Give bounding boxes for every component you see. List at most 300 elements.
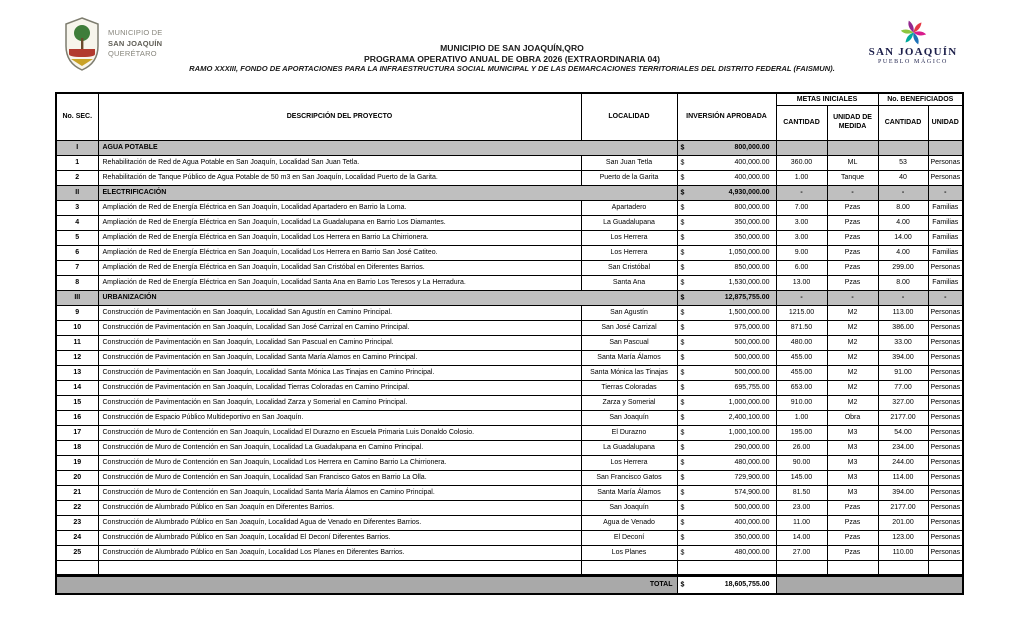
col-header-metas-cantidad: CANTIDAD — [776, 105, 827, 140]
unidad-medida-cell: M2 — [827, 305, 878, 320]
localidad-cell: La Guadalupana — [581, 215, 677, 230]
localidad-cell: San Francisco Gatos — [581, 470, 677, 485]
benef-cantidad-cell: - — [878, 185, 928, 200]
benef-cantidad-cell: 2177.00 — [878, 500, 928, 515]
project-description-cell: Construcción de Alumbrado Público en San Joaquín, Localidad Los Planes en Diferentes Barrios. — [98, 545, 581, 560]
sec-number-cell: II — [56, 185, 98, 200]
amount-value: 500,000.00 — [734, 354, 770, 361]
sec-number-cell: 25 — [56, 545, 98, 560]
table-row — [56, 335, 963, 350]
unidad-medida-cell: M2 — [827, 335, 878, 350]
unidad-cell: Personas — [928, 335, 963, 350]
metas-cantidad-cell: 11.00 — [776, 515, 827, 530]
localidad-cell: Zarza y Somerial — [581, 395, 677, 410]
project-description-cell: Construcción de Muro de Contención en San Joaquín, Localidad La Guadalupana en Camino Principal. — [98, 440, 581, 455]
sec-number-cell: 1 — [56, 155, 98, 170]
sec-number-cell: 14 — [56, 380, 98, 395]
localidad-cell: Puerto de la Garita — [581, 170, 677, 185]
unidad-cell: Personas — [928, 455, 963, 470]
inversion-cell — [677, 245, 776, 260]
inversion-cell — [677, 170, 776, 185]
table-row — [56, 425, 963, 440]
benef-cantidad-cell: 8.00 — [878, 275, 928, 290]
currency-symbol: $ — [680, 519, 685, 526]
currency-symbol: $ — [680, 204, 685, 211]
sec-number-cell: 7 — [56, 260, 98, 275]
metas-cantidad-cell: 653.00 — [776, 380, 827, 395]
metas-cantidad-cell: 145.00 — [776, 470, 827, 485]
inversion-cell — [677, 395, 776, 410]
sec-number-cell: 16 — [56, 410, 98, 425]
localidad-cell: Los Herrera — [581, 230, 677, 245]
metas-cantidad-cell: 3.00 — [776, 230, 827, 245]
unidad-medida-cell: - — [827, 290, 878, 305]
unidad-cell: Personas — [928, 485, 963, 500]
inversion-cell — [677, 155, 776, 170]
poa-obra-table — [55, 92, 964, 595]
col-header-localidad: LOCALIDAD — [581, 93, 677, 140]
unidad-medida-cell: M3 — [827, 455, 878, 470]
table-row — [56, 155, 963, 170]
metas-cantidad-cell: 1.00 — [776, 410, 827, 425]
sec-number-cell: 20 — [56, 470, 98, 485]
project-description-cell: Construcción de Alumbrado Público en San Joaquín en Diferentes Barrios. — [98, 500, 581, 515]
spacer-cell — [878, 560, 928, 575]
section-title-cell: AGUA POTABLE — [98, 140, 677, 155]
unidad-cell: Familias — [928, 275, 963, 290]
benef-cantidad-cell: 234.00 — [878, 440, 928, 455]
amount-value: 480,000.00 — [734, 549, 770, 556]
unidad-medida-cell: ML — [827, 155, 878, 170]
title-programa: PROGRAMA OPERATIVO ANUAL DE OBRA 2026 (EXTRAORDINARIA 04) — [364, 53, 660, 64]
localidad-cell: Santa María Álamos — [581, 485, 677, 500]
currency-symbol: $ — [680, 429, 685, 436]
title-ramo: RAMO XXXIII, FONDO DE APORTACIONES PARA LA INFRAESTRUCTURA SOCIAL MUNICIPAL Y DE LAS DEMARCACIONES TERRITORIALES DEL DISTRITO FEDERAL (FAISMUN). — [189, 64, 835, 73]
project-description-cell: Ampliación de Red de Energía Eléctrica en San Joaquín, Localidad Apartadero en Barrio la Loma. — [98, 200, 581, 215]
benef-cantidad-cell: 91.00 — [878, 365, 928, 380]
amount-value: 400,000.00 — [734, 174, 770, 181]
unidad-cell: Familias — [928, 245, 963, 260]
metas-cantidad-cell: 81.50 — [776, 485, 827, 500]
unidad-medida-cell: M3 — [827, 485, 878, 500]
benef-cantidad-cell: 4.00 — [878, 245, 928, 260]
metas-cantidad-cell — [776, 140, 827, 155]
total-label: TOTAL — [56, 575, 677, 594]
inversion-cell — [677, 185, 776, 200]
crest-line2: SAN JOAQUÍN — [108, 38, 163, 48]
localidad-cell: Agua de Venado — [581, 515, 677, 530]
unidad-cell: Personas — [928, 425, 963, 440]
benef-cantidad-cell: 110.00 — [878, 545, 928, 560]
metas-cantidad-cell: 23.00 — [776, 500, 827, 515]
project-description-cell: Construcción de Espacio Público Multideportivo en San Joaquín. — [98, 410, 581, 425]
unidad-cell: Personas — [928, 515, 963, 530]
inversion-cell — [677, 320, 776, 335]
amount-value: 4,930,000.00 — [728, 189, 770, 196]
section-title-cell: URBANIZACIÓN — [98, 290, 677, 305]
unidad-cell: Personas — [928, 530, 963, 545]
amount-value: 800,000.00 — [734, 204, 770, 211]
benef-cantidad-cell: 244.00 — [878, 455, 928, 470]
sec-number-cell: I — [56, 140, 98, 155]
table-row — [56, 260, 963, 275]
inversion-cell — [677, 215, 776, 230]
project-description-cell: Construcción de Alumbrado Público en San Joaquín, Localidad El Deconí Diferentes Barrios. — [98, 530, 581, 545]
table-row — [56, 395, 963, 410]
table-row — [56, 515, 963, 530]
project-description-cell: Construcción de Pavimentación en San Joaquín, Localidad Tierras Coloradas en Camino Principal. — [98, 380, 581, 395]
table-row — [56, 530, 963, 545]
sec-number-cell: 4 — [56, 215, 98, 230]
unidad-medida-cell: M2 — [827, 320, 878, 335]
amount-value: 350,000.00 — [734, 219, 770, 226]
amount-value: 1,530,000.00 — [728, 279, 770, 286]
benef-cantidad-cell: 394.00 — [878, 350, 928, 365]
spacer-cell — [776, 560, 827, 575]
col-header-descripcion: DESCRIPCIÓN DEL PROYECTO — [98, 93, 581, 140]
inversion-cell — [677, 380, 776, 395]
benef-cantidad-cell — [878, 140, 928, 155]
project-description-cell: Construcción de Pavimentación en San Joaquín, Localidad Santa Mónica Las Tinajas en Camino Principal. — [98, 365, 581, 380]
currency-symbol: $ — [680, 504, 685, 511]
project-description-cell: Construcción de Muro de Contención en San Joaquín, Localidad Los Herrera en Camino Barrio La Chirrionera. — [98, 455, 581, 470]
total-inversion-cell — [677, 575, 776, 594]
currency-symbol: $ — [680, 234, 685, 241]
project-description-cell: Ampliación de Red de Energía Eléctrica en San Joaquín, Localidad Los Herrera en Barrio La Chirrionera. — [98, 230, 581, 245]
localidad-cell: Los Herrera — [581, 245, 677, 260]
currency-symbol: $ — [680, 534, 685, 541]
inversion-cell — [677, 410, 776, 425]
unidad-cell: Personas — [928, 155, 963, 170]
spacer-cell — [677, 560, 776, 575]
sec-number-cell: 19 — [56, 455, 98, 470]
amount-value: 729,900.00 — [734, 474, 770, 481]
unidad-medida-cell: Pzas — [827, 215, 878, 230]
localidad-cell: San Juan Tetla — [581, 155, 677, 170]
benef-cantidad-cell: 2177.00 — [878, 410, 928, 425]
sec-number-cell: 9 — [56, 305, 98, 320]
unidad-medida-cell: M2 — [827, 350, 878, 365]
group-header-beneficiados: No. BENEFICIADOS — [878, 93, 963, 105]
table-row — [56, 275, 963, 290]
amount-value: 1,050,000.00 — [728, 249, 770, 256]
currency-symbol: $ — [680, 309, 685, 316]
metas-cantidad-cell: 360.00 — [776, 155, 827, 170]
unidad-cell: Personas — [928, 500, 963, 515]
amount-value: 290,000.00 — [734, 444, 770, 451]
benef-cantidad-cell: 40 — [878, 170, 928, 185]
inversion-cell — [677, 455, 776, 470]
unidad-cell: Personas — [928, 440, 963, 455]
spacer-cell — [581, 560, 677, 575]
unidad-medida-cell: Pzas — [827, 260, 878, 275]
amount-value: 975,000.00 — [734, 324, 770, 331]
benef-cantidad-cell: 386.00 — [878, 320, 928, 335]
currency-symbol: $ — [680, 581, 685, 589]
table-row — [56, 545, 963, 560]
currency-symbol: $ — [680, 339, 685, 346]
unidad-cell: Personas — [928, 410, 963, 425]
sec-number-cell: 17 — [56, 425, 98, 440]
currency-symbol: $ — [680, 444, 685, 451]
amount-value: 1,000,100.00 — [728, 429, 770, 436]
amount-value: 500,000.00 — [734, 504, 770, 511]
section-row — [56, 185, 963, 200]
inversion-cell — [677, 440, 776, 455]
amount-value: 2,400,100.00 — [728, 414, 770, 421]
currency-symbol: $ — [680, 189, 685, 196]
unidad-medida-cell: M2 — [827, 365, 878, 380]
table-row — [56, 410, 963, 425]
unidad-medida-cell: Pzas — [827, 200, 878, 215]
unidad-cell: Personas — [928, 305, 963, 320]
spacer-cell — [827, 560, 878, 575]
localidad-cell: Los Herrera — [581, 455, 677, 470]
inversion-cell — [677, 485, 776, 500]
benef-cantidad-cell: 299.00 — [878, 260, 928, 275]
amount-value: 12,875,755.00 — [724, 294, 770, 301]
unidad-medida-cell: Pzas — [827, 500, 878, 515]
project-description-cell: Construcción de Pavimentación en San Joaquín, Localidad San Pascual en Camino Principal. — [98, 335, 581, 350]
benef-cantidad-cell: - — [878, 290, 928, 305]
currency-symbol: $ — [680, 549, 685, 556]
localidad-cell: El Durazno — [581, 425, 677, 440]
unidad-medida-cell: Pzas — [827, 275, 878, 290]
unidad-cell: Familias — [928, 200, 963, 215]
benef-cantidad-cell: 4.00 — [878, 215, 928, 230]
benef-cantidad-cell: 33.00 — [878, 335, 928, 350]
sec-number-cell: 8 — [56, 275, 98, 290]
table-row — [56, 215, 963, 230]
metas-cantidad-cell: 871.50 — [776, 320, 827, 335]
currency-symbol: $ — [680, 294, 685, 301]
sec-number-cell: III — [56, 290, 98, 305]
amount-value: 695,755.00 — [734, 384, 770, 391]
localidad-cell: Los Planes — [581, 545, 677, 560]
inversion-cell — [677, 275, 776, 290]
unidad-cell: Personas — [928, 320, 963, 335]
currency-symbol: $ — [680, 384, 685, 391]
currency-symbol: $ — [680, 369, 685, 376]
inversion-cell — [677, 290, 776, 305]
localidad-cell: Santa María Álamos — [581, 350, 677, 365]
crest-line1: MUNICIPIO DE — [108, 28, 163, 38]
localidad-cell: San José Carrizal — [581, 320, 677, 335]
col-header-inversion: INVERSIÓN APROBADA — [677, 93, 776, 140]
unidad-cell: Personas — [928, 395, 963, 410]
amount-value: 480,000.00 — [734, 459, 770, 466]
benef-cantidad-cell: 123.00 — [878, 530, 928, 545]
amount-value: 350,000.00 — [734, 234, 770, 241]
benef-cantidad-cell: 53 — [878, 155, 928, 170]
unidad-cell: Personas — [928, 470, 963, 485]
col-header-unidad-medida: UNIDAD DE MEDIDA — [827, 105, 878, 140]
inversion-cell — [677, 260, 776, 275]
sec-number-cell: 15 — [56, 395, 98, 410]
metas-cantidad-cell: 1.00 — [776, 170, 827, 185]
currency-symbol: $ — [680, 159, 685, 166]
sec-number-cell: 10 — [56, 320, 98, 335]
project-description-cell: Rehabilitación de Red de Agua Potable en San Joaquín, Localidad San Juan Tetla. — [98, 155, 581, 170]
project-description-cell: Ampliación de Red de Energía Eléctrica en San Joaquín, Localidad La Guadalupana en Barrio Los Diamantes. — [98, 215, 581, 230]
crest-line3: QUERÉTARO — [108, 49, 157, 59]
project-description-cell: Construcción de Pavimentación en San Joaquín, Localidad San José Carrizal en Camino Principal. — [98, 320, 581, 335]
benef-cantidad-cell: 114.00 — [878, 470, 928, 485]
unidad-medida-cell: Pzas — [827, 515, 878, 530]
unidad-cell: Personas — [928, 170, 963, 185]
total-row — [56, 575, 963, 594]
inversion-cell — [677, 545, 776, 560]
metas-cantidad-cell: 9.00 — [776, 245, 827, 260]
metas-cantidad-cell: - — [776, 185, 827, 200]
sec-number-cell: 5 — [56, 230, 98, 245]
metas-cantidad-cell: 27.00 — [776, 545, 827, 560]
project-description-cell: Construcción de Pavimentación en San Joaquín, Localidad San Agustín en Camino Principal. — [98, 305, 581, 320]
amount-value: 1,500,000.00 — [728, 309, 770, 316]
amount-value: 400,000.00 — [734, 159, 770, 166]
currency-symbol: $ — [680, 174, 685, 181]
metas-cantidad-cell: 455.00 — [776, 365, 827, 380]
unidad-medida-cell: M2 — [827, 380, 878, 395]
spacer-cell — [928, 560, 963, 575]
sec-number-cell: 6 — [56, 245, 98, 260]
sec-number-cell: 3 — [56, 200, 98, 215]
localidad-cell: La Guadalupana — [581, 440, 677, 455]
amount-value: 350,000.00 — [734, 534, 770, 541]
table-row — [56, 305, 963, 320]
benef-cantidad-cell: 77.00 — [878, 380, 928, 395]
magic-logo-name: SAN JOAQUÍN — [868, 46, 958, 58]
inversion-cell — [677, 365, 776, 380]
unidad-cell: - — [928, 290, 963, 305]
spacer-row — [56, 560, 963, 575]
currency-symbol: $ — [680, 489, 685, 496]
unidad-medida-cell: Tanque — [827, 170, 878, 185]
sec-number-cell: 13 — [56, 365, 98, 380]
currency-symbol: $ — [680, 324, 685, 331]
metas-cantidad-cell: 26.00 — [776, 440, 827, 455]
inversion-cell — [677, 305, 776, 320]
unidad-cell: Personas — [928, 380, 963, 395]
unidad-cell: Personas — [928, 350, 963, 365]
benef-cantidad-cell: 14.00 — [878, 230, 928, 245]
section-row — [56, 290, 963, 305]
unidad-medida-cell: Pzas — [827, 230, 878, 245]
table-row — [56, 485, 963, 500]
unidad-cell — [928, 140, 963, 155]
spacer-cell — [98, 560, 581, 575]
metas-cantidad-cell: 3.00 — [776, 215, 827, 230]
sec-number-cell: 11 — [56, 335, 98, 350]
title-municipio: MUNICIPIO DE SAN JOAQUÍN,QRO — [440, 43, 584, 53]
benef-cantidad-cell: 327.00 — [878, 395, 928, 410]
localidad-cell: Santa Mónica las Tinajas — [581, 365, 677, 380]
amount-value: 1,000,000.00 — [728, 399, 770, 406]
table-row — [56, 440, 963, 455]
amount-value: 850,000.00 — [734, 264, 770, 271]
inversion-cell — [677, 470, 776, 485]
benef-cantidad-cell: 113.00 — [878, 305, 928, 320]
amount-value: 400,000.00 — [734, 519, 770, 526]
metas-cantidad-cell: 910.00 — [776, 395, 827, 410]
inversion-cell — [677, 425, 776, 440]
pueblo-magico-pinwheel-icon — [900, 18, 927, 45]
unidad-cell: Personas — [928, 260, 963, 275]
unidad-medida-cell: M3 — [827, 425, 878, 440]
unidad-cell: - — [928, 185, 963, 200]
amount-value: 574,900.00 — [734, 489, 770, 496]
currency-symbol: $ — [680, 474, 685, 481]
localidad-cell: Santa Ana — [581, 275, 677, 290]
metas-cantidad-cell: - — [776, 290, 827, 305]
table-row — [56, 455, 963, 470]
pueblo-magico-logo — [854, 18, 972, 65]
currency-symbol: $ — [680, 144, 685, 151]
sec-number-cell: 24 — [56, 530, 98, 545]
spacer-cell — [56, 560, 98, 575]
col-header-unidad: UNIDAD — [928, 105, 963, 140]
sec-number-cell: 12 — [56, 350, 98, 365]
unidad-cell: Familias — [928, 230, 963, 245]
unidad-medida-cell: M2 — [827, 395, 878, 410]
unidad-medida-cell: Pzas — [827, 245, 878, 260]
project-description-cell: Construcción de Pavimentación en San Joaquín, Localidad Santa María Alamos en Camino Principal. — [98, 350, 581, 365]
table-row — [56, 380, 963, 395]
metas-cantidad-cell: 1215.00 — [776, 305, 827, 320]
metas-cantidad-cell: 480.00 — [776, 335, 827, 350]
localidad-cell: San Agustín — [581, 305, 677, 320]
currency-symbol: $ — [680, 219, 685, 226]
total-tail-cell — [776, 575, 963, 594]
unidad-medida-cell: Pzas — [827, 545, 878, 560]
metas-cantidad-cell: 13.00 — [776, 275, 827, 290]
metas-cantidad-cell: 14.00 — [776, 530, 827, 545]
inversion-cell — [677, 335, 776, 350]
col-header-benef-cantidad: CANTIDAD — [878, 105, 928, 140]
table-row — [56, 350, 963, 365]
benef-cantidad-cell: 54.00 — [878, 425, 928, 440]
table-row — [56, 245, 963, 260]
unidad-cell: Personas — [928, 545, 963, 560]
magic-logo-subtitle: PUEBLO MÁGICO — [878, 59, 948, 65]
currency-symbol: $ — [680, 279, 685, 286]
inversion-cell — [677, 500, 776, 515]
project-description-cell: Ampliación de Red de Energía Eléctrica en San Joaquín, Localidad Santa Ana en Barrio Los Teresos y La Herradura. — [98, 275, 581, 290]
metas-cantidad-cell: 7.00 — [776, 200, 827, 215]
project-description-cell: Construcción de Muro de Contención en San Joaquín, Localidad Santa María Álamos en Camino Principal. — [98, 485, 581, 500]
project-description-cell: Construcción de Muro de Contención en San Joaquín, Localidad San Francisco Gatos en Barrio La Olla. — [98, 470, 581, 485]
inversion-cell — [677, 200, 776, 215]
inversion-cell — [677, 350, 776, 365]
amount-value: 500,000.00 — [734, 369, 770, 376]
localidad-cell: San Joaquín — [581, 500, 677, 515]
inversion-cell — [677, 515, 776, 530]
inversion-cell — [677, 230, 776, 245]
col-header-no-sec: No. SEC. — [56, 93, 98, 140]
project-description-cell: Construcción de Pavimentación en San Joaquín, Localidad Zarza y Somerial en Camino Principal. — [98, 395, 581, 410]
table-row — [56, 365, 963, 380]
metas-cantidad-cell: 90.00 — [776, 455, 827, 470]
sec-number-cell: 2 — [56, 170, 98, 185]
benef-cantidad-cell: 394.00 — [878, 485, 928, 500]
sec-number-cell: 18 — [56, 440, 98, 455]
sec-number-cell: 23 — [56, 515, 98, 530]
group-header-metas-iniciales: METAS INICIALES — [776, 93, 878, 105]
unidad-cell: Personas — [928, 365, 963, 380]
localidad-cell: El Deconí — [581, 530, 677, 545]
sec-number-cell: 21 — [56, 485, 98, 500]
unidad-medida-cell — [827, 140, 878, 155]
